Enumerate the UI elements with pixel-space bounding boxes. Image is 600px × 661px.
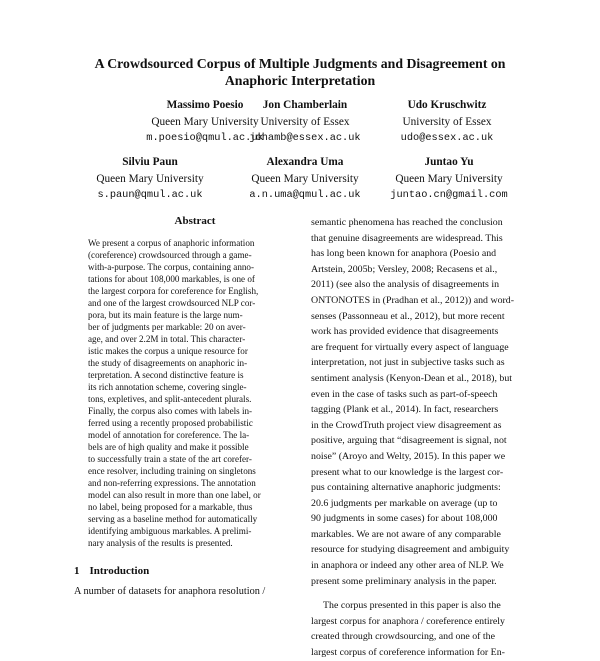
author-name: Jon Chamberlain xyxy=(262,99,348,111)
body-line: that genuine disagreements are widespread. This xyxy=(311,232,503,244)
author-email[interactable]: s.paun@qmul.ac.uk xyxy=(97,189,203,201)
author-affiliation: University of Essex xyxy=(402,115,492,128)
abstract-line: and one of the largest crowdsourced NLP cor- xyxy=(88,298,256,308)
abstract-line: the study of disagreements on anaphoric in- xyxy=(88,358,248,368)
paragraph-gap xyxy=(311,589,533,598)
body-line: 20.6 judgments per markable on average (up to xyxy=(311,497,498,509)
body-line: are frequent for virtually every aspect of language xyxy=(311,341,509,353)
author-email[interactable]: juntao.cn@gmail.com xyxy=(390,189,508,201)
abstract-line: terpretation. A second distinctive feature is xyxy=(88,370,244,380)
abstract-heading: Abstract xyxy=(174,215,216,227)
intro-first-line: A number of datasets for anaphora resolution / xyxy=(74,586,266,597)
body-line: ONTONOTES in (Pradhan et al., 2012)) and word- xyxy=(311,294,515,306)
abstract-line: model of annotation for coreference. The la- xyxy=(88,430,250,440)
body-line: present some preliminary analysis in the paper. xyxy=(311,575,497,587)
abstract-line: the largest corpora for coreference for English, xyxy=(88,286,259,296)
body-line: tagging (Plank et al., 2014). In fact, researchers xyxy=(311,404,499,416)
body-line: in anaphora or indeed any other area of NLP. We xyxy=(311,560,504,572)
abstract-line: nary analysis of the results is presented. xyxy=(88,538,233,548)
body-line: 90 judgments in some cases) for about 108,000 xyxy=(311,513,498,525)
section-title: Introduction xyxy=(89,565,150,577)
body-line: pus containing alternative anaphoric judgments: xyxy=(311,482,501,494)
body-line: resource for studying disagreement and ambiguity xyxy=(311,544,510,556)
abstract-line: tons, expletives, and split-antecedent plurals. xyxy=(88,394,252,404)
body-line: in the CrowdTruth project view disagreement as xyxy=(311,419,502,431)
body-line: largest corpus for anaphora / coreference entirely xyxy=(311,615,505,627)
abstract-line: no label, being proposed for a markable, thus xyxy=(88,502,253,512)
author-name: Udo Kruschwitz xyxy=(407,99,487,111)
abstract-line: ber of judgments per markable: 20 on aver- xyxy=(88,322,246,332)
abstract-line: and non-referring expressions. The annotation xyxy=(88,478,256,488)
body-line: markables. We are not aware of any comparable xyxy=(311,528,501,540)
author-email[interactable]: jchamb@essex.ac.uk xyxy=(249,132,361,144)
body-line: positive, arguing that “disagreement is signal, not xyxy=(311,435,507,447)
section-number: 1 xyxy=(74,565,80,577)
author-name: Juntao Yu xyxy=(424,156,474,168)
body-line: has long been known for anaphora (Poesio and xyxy=(311,248,497,260)
abstract-line: ence resolver, including training on singletons xyxy=(88,466,256,476)
abstract-line: to successfully train a state of the art corefer- xyxy=(88,454,252,464)
body-line: largest corpus of coreference information for En- xyxy=(311,647,505,659)
body-line: created through crowdsourcing, and one of the xyxy=(311,631,495,643)
title-line: Anaphoric Interpretation xyxy=(224,73,376,88)
body-line: 2011) (see also the analysis of disagreements in xyxy=(311,279,500,291)
author-block xyxy=(347,97,547,147)
body-line: The corpus presented in this paper is also the xyxy=(323,600,501,612)
author-email[interactable]: m.poesio@qmul.ac.uk xyxy=(146,132,264,144)
abstract-line: bels are of high quality and make it possible xyxy=(88,442,249,452)
body-line: noise” (Aroyo and Welty, 2015). In this paper we xyxy=(311,450,506,462)
section-heading-introduction xyxy=(74,565,149,577)
author-affiliation: Queen Mary University xyxy=(395,172,503,185)
abstract-line: ferred using a recently proposed probabilistic xyxy=(88,418,253,428)
body-line: present what to our knowledge is the largest cor- xyxy=(311,466,504,478)
paper-title xyxy=(40,55,560,89)
author-name: Silviu Paun xyxy=(122,156,178,168)
body-line: semantic phenomena has reached the conclusion xyxy=(311,217,503,228)
abstract-line: model can also result in more than one label, or xyxy=(88,490,261,500)
author-affiliation: Queen Mary University xyxy=(151,115,259,128)
abstract-line: its rich annotation scheme, covering single- xyxy=(88,382,247,392)
body-line: even in the case of tasks such as part-of-speech xyxy=(311,388,498,400)
abstract-line: serving as a baseline method for automatically xyxy=(88,514,258,524)
abstract-line: with-a-purpose. The corpus, containing anno- xyxy=(88,262,255,272)
author-email[interactable]: udo@essex.ac.uk xyxy=(400,132,494,144)
abstract-line: We present a corpus of anaphoric information xyxy=(88,238,255,248)
abstract-line: age, and over 2.2M in total. This character- xyxy=(88,334,246,344)
author-email[interactable]: a.n.uma@qmul.ac.uk xyxy=(249,189,361,201)
abstract-body xyxy=(88,237,303,549)
body-line: interpretation, not just in subjective tasks such as xyxy=(311,357,505,369)
abstract-line: identifying ambiguous markables. A prelimi- xyxy=(88,526,252,536)
title-line: A Crowdsourced Corpus of Multiple Judgments and Disagreement on xyxy=(94,56,506,71)
body-line: sentiment analysis (Kenyon-Dean et al., 2018), but xyxy=(311,372,513,384)
abstract-line: istic makes the corpus a unique resource for xyxy=(88,346,248,356)
body-line: Artstein, 2005b; Versley, 2008; Recasens et al., xyxy=(311,263,498,275)
author-affiliation: Queen Mary University xyxy=(96,172,204,185)
author-affiliation: University of Essex xyxy=(260,115,350,128)
body-line: work has provided evidence that disagreements xyxy=(311,326,499,338)
author-name: Alexandra Uma xyxy=(266,156,344,168)
body-line: senses (Passonneau et al., 2012), but more recent xyxy=(311,310,505,322)
author-block xyxy=(349,154,549,204)
abstract-line: Finally, the corpus also comes with labels in- xyxy=(88,406,253,416)
right-column-text xyxy=(311,215,533,661)
abstract-line: pora, but its main feature is the large num- xyxy=(88,310,243,320)
author-affiliation: Queen Mary University xyxy=(251,172,359,185)
abstract-line: (coreference) crowdsourced through a game- xyxy=(88,250,252,260)
author-name: Massimo Poesio xyxy=(166,99,244,111)
abstract-line: tations for about 108,000 markables, is one of xyxy=(88,274,255,284)
